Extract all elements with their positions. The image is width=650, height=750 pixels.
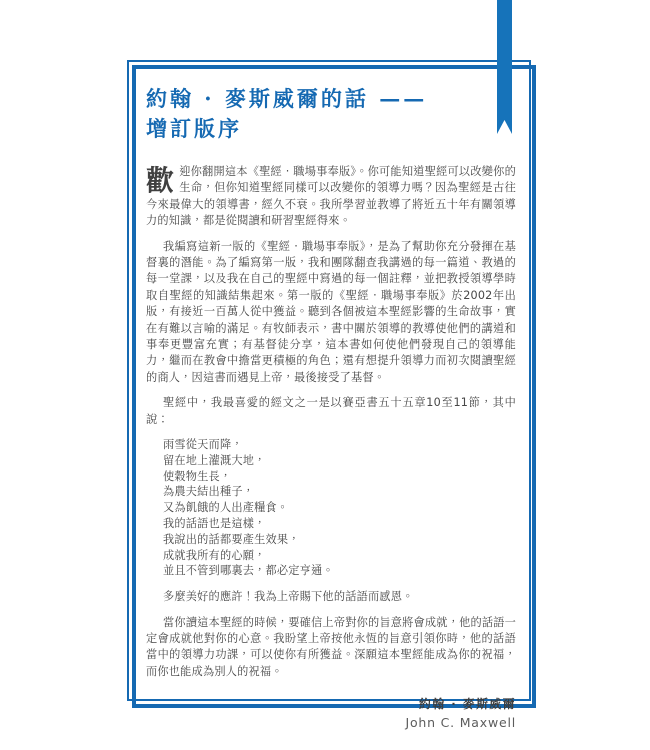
signature-english: John C. Maxwell — [405, 715, 516, 731]
scripture-line: 雨雪從天而降， — [163, 438, 243, 452]
praise-paragraph: 多麼美好的應許！我為上帝賜下他的話語而感恩。 — [163, 590, 414, 604]
signature-block — [146, 696, 516, 732]
closing-paragraph: 當你讀這本聖經的時候，要確信上帝對你的旨意將會成就，他的話語一定會成就他對你的心意。我盼望上帝按他永恆的旨意引領你時，他的話語當中的領導力功課，可以使你有所獲益。深願這本聖經能成為你的祝福，而你也能成為別人的祝福。 — [146, 615, 517, 678]
scripture-line: 成就我所有的心願， — [163, 548, 266, 562]
scripture-quote — [163, 437, 516, 579]
scripture-line: 留在地上灌溉大地， — [163, 453, 266, 467]
opening-paragraph — [146, 164, 516, 230]
title-line-2: 增訂版序 — [146, 116, 242, 141]
drop-cap: 歡 — [146, 164, 175, 197]
scripture-line: 又為飢餓的人出產糧食。 — [163, 501, 289, 515]
scripture-line: 並且不管到哪裏去，都必定亨通。 — [163, 564, 334, 578]
title-line-1: 約翰 · 麥斯威爾的話 —— — [146, 86, 428, 111]
opening-paragraph-text: 迎你翻開這本《聖經 · 職場事奉版》。你可能知道聖經可以改變你的生命，但你知道聖經同樣可以改變你的領導力嗎？因為聖經是古往今來最偉大的領導書，經久不衰。我所學習並教導了將近五十年有關領導力的知識，都是從閱讀和研習聖經得來。 — [146, 165, 516, 228]
preface-content — [146, 84, 516, 732]
page-title — [146, 84, 516, 144]
scripture-line: 為農夫結出種子， — [163, 485, 255, 499]
scripture-line: 使穀物生長， — [163, 469, 232, 483]
scripture-intro-paragraph: 聖經中，我最喜愛的經文之一是以賽亞書五十五章10至11節，其中說： — [146, 396, 516, 426]
scripture-line: 我說出的話都要產生效果， — [163, 532, 300, 546]
scripture-line: 我的話語也是這樣， — [163, 517, 266, 531]
signature-chinese: 約翰 · 麥斯威爾 — [419, 697, 516, 712]
edition-paragraph: 我編寫這新一版的《聖經 · 職場事奉版》，是為了幫助你充分發揮在基督裏的潛能。為了編寫第一版，我和團隊翻查我講過的每一篇道、教過的每一堂課，以及我在自己的聖經中寫過的每一個註釋，並把教授領導學時取自聖經的知識結集起來。第一版的《聖經 · 職場事奉版》於2002年出版，有接近一百萬人從中獲益。聽到各個被這本聖經影響的生命故事，實在有難以言喻的滿足。有牧師表示，書中關於領導的教導使他們的講道和事奉更豐富充實；有基督徒分享，這本書如何使他們發現自己的領導能力，繼而在教會中擔當更積極的角色；還有想提升領導力而初次閱讀聖經的商人，因這書而遇見上帝，最後接受了基督。 — [146, 239, 516, 384]
